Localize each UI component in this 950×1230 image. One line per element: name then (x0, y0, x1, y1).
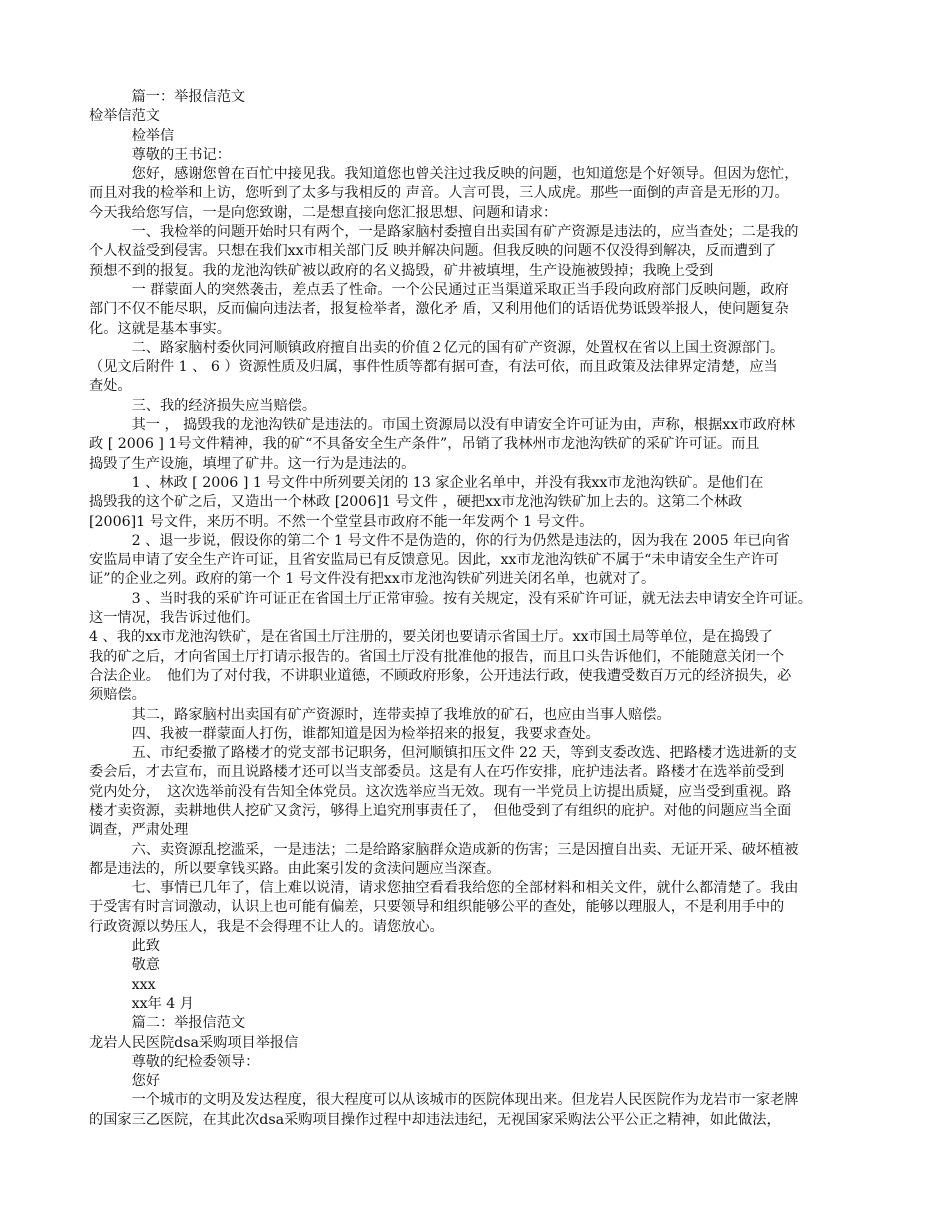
text-line: 捣毁我的这个矿之后，又造出一个林政 [2006]1 号文件 ，硬把xx市龙池沟铁矿加上去的。这第二个林政 (89, 494, 743, 511)
text-line: 查处。 (89, 378, 132, 395)
text-line: 尊敬的纪检委领导： (89, 1053, 260, 1070)
text-line: 此致 (89, 938, 160, 955)
text-line: 四、我被一群蒙面人打伤，谁都知道是因为检举招来的报复，我要求查处。 (89, 725, 600, 742)
text-line: 而且对我的检举和上访，您听到了太多与我相反的 声音。人言可畏，三人成虎。那些一面倒的声音是无形的刀。 (89, 185, 789, 202)
text-line: 化。这就是基本事实。 (89, 320, 231, 337)
text-line: 调查，严肃处理 (89, 822, 189, 839)
text-line: 检举信 (89, 127, 175, 144)
text-line: 三、我的经济损失应当赔偿。 (89, 397, 317, 414)
text-line: 您好 (89, 1073, 160, 1090)
text-line: 1 、林政 [ 2006 ] 1 号文件中所列要关闭的 13 家企业名单中，并没有我xx市龙池沟铁矿。是他们在 (89, 474, 764, 491)
text-line: 2 、退一步说，假设你的第二个 1 号文件不是伪造的，你的行为仍然是违法的，因为我在 2005 年已向省 (89, 532, 790, 549)
text-line: 五、市纪委撤了路楼才的党支部书记职务，但河顺镇扣压文件 22 天，等到支委改选、把路楼才选进新的支 (89, 745, 798, 762)
text-line: 二、路家脑村委伙同河顺镇政府擅自出卖的价值２亿元的国有矿产资源，处置权在省以上国土资源部门。 (89, 339, 785, 356)
text-line: 政 [ 2006 ] 1号文件精神，我的矿“不具备安全生产条件”，吊销了我林州市龙池沟铁矿的采矿许可证。而且 (89, 436, 760, 453)
text-line: 党内处分， 这次选举前没有告知全体党员。这次选举应当无效。现有一半党员上访提出质疑，应当受到重视。路 (89, 783, 792, 800)
document-body (89, 88, 869, 1130)
text-line: 您好，感谢您曾在百忙中接见我。我知道您也曾关注过我反映的问题，也知道您是个好领导。但因为您忙， (89, 166, 799, 183)
text-line: 七、事情已几年了，信上难以说清，请求您抽空看看我给您的全部材料和相关文件，就什么都清楚了。我由 (89, 880, 799, 897)
text-line: 个人权益受到侵害。只想在我们xx市相关部门反 映并解决问题。但我反映的问题不仅没得到解决，反而遭到了 (89, 243, 777, 260)
text-line: 楼才卖资源，卖耕地供人挖矿又贪污，够得上追究刑事责任了， 但他受到了有组织的庇护。对他的问题应当全面 (89, 802, 792, 819)
text-line: 篇一：举报信范文 (89, 89, 246, 105)
text-line: 于受害有时言词激动，认识上也可能有偏差，只要领导和组织能够公平的查处，能够以理服人，不是利用手中的 (89, 899, 785, 916)
text-line: xxx (89, 976, 156, 993)
text-line: 安监局申请了安全生产许可证，且省安监局已有反馈意见。因此，xx市龙池沟铁矿不属于“未申请安全生产许可 (89, 552, 780, 569)
text-line: 其二，路家脑村出卖国有矿产资源时，连带卖掉了我堆放的矿石，也应由当事人赔偿。 (89, 706, 671, 723)
text-line: 一、我检举的问题开始时只有两个，一是路家脑村委擅自出卖国有矿产资源是违法的，应当查处；二是我的 (89, 224, 799, 241)
text-line: 敬意 (89, 957, 160, 974)
text-line: 这一情况，我告诉过他们。 (89, 610, 260, 627)
text-line: 其一 ， 捣毁我的龙池沟铁矿是违法的。市国土资源局以没有申请安全许可证为由，声称，根据xx市政府林 (89, 417, 796, 434)
text-line: 证”的企业之列。政府的第一个 1 号文件没有把xx市龙池沟铁矿列进关闭名单，也就对了。 (89, 571, 656, 588)
text-line: 检举信范文 (89, 108, 160, 125)
text-line: 一 群蒙面人的突然袭击，差点丢了性命。一个公民通过正当渠道采取正当手段向政府部门反映问题，政府 (89, 281, 789, 298)
text-line: 我的矿之后，才向省国土厅打请示报告的。省国土厅没有批准他的报告，而且口头告诉他们，不能随意关闭一个 (89, 648, 785, 665)
text-line: 尊敬的王书记： (89, 146, 231, 163)
text-line: 须赔偿。 (89, 687, 146, 704)
text-line: 六、卖资源乱挖滥采，一是违法；二是给路家脑群众造成新的伤害；三是因擅自出卖、无证开采、破坏植被 (89, 841, 799, 858)
text-line: 一个城市的文明及发达程度，很大程度可以从该城市的医院体现出来。但龙岩人民医院作为龙岩市一家老牌 (89, 1092, 799, 1109)
text-line: 篇二：举报信范文 (89, 1015, 246, 1032)
text-line: 龙岩人民医院dsa采购项目举报信 (89, 1034, 299, 1051)
text-line: 的国家三乙医院，在其此次dsa采购项目操作过程中却违法违纪，无视国家采购法公平公正之精神，如此做法， (89, 1111, 781, 1128)
text-line: 预想不到的报复。我的龙池沟铁矿被以政府的名义捣毁，矿井被填埋，生产设施被毁掉；我晚上受到 (89, 262, 714, 279)
text-line: 部门不仅不能尽职，反而偏向违法者，报复检举者，激化矛 盾，又利用他们的话语优势诋毁举报人，使问题复杂 (89, 301, 789, 318)
text-line: 都是违法的，所以要拿钱买路。由此案引发的贪渎问题应当深查。 (89, 860, 501, 877)
text-line: 行政资源以势压人，我是不会得理不让人的。请您放心。 (89, 918, 444, 935)
text-line: （见文后附件 1 、 6 ）资源性质及归属，事件性质等都有据可查，有法可依，而且政策及法律界定清楚，应当 (89, 359, 778, 376)
text-line: 合法企业。 他们为了对付我，不讲职业道德，不顾政府形象，公开违法行政，使我遭受数百万元的经济损失，必 (89, 667, 792, 684)
text-line: [2006]1 号文件，来历不明。不然一个堂堂县市政府不能一年发两个 1 号文件。 (89, 513, 594, 530)
text-line: 今天我给您写信，一是向您致谢，二是想直接向您汇报思想、问题和请求： (89, 204, 558, 221)
text-line: 3 、当时我的采矿许可证正在省国土厅正常审验。按有关规定，没有采矿许可证，就无法去申请安全许可证。 (89, 590, 812, 607)
text-line: 委会后，才去宣布，而且说路楼才还可以当支部委员。这是有人在巧作安排，庇护违法者。路楼才在选举前受到 (89, 764, 785, 781)
text-line: 4 、我的xx市龙池沟铁矿，是在省国土厅注册的，要关闭也要请示省国土厅。xx市国土局等单位，是在捣毁了 (89, 629, 773, 646)
text-line: 捣毁了生产设施，填埋了矿井。这一行为是违法的。 (89, 455, 416, 472)
text-line: xx年 4 月 (89, 995, 194, 1012)
